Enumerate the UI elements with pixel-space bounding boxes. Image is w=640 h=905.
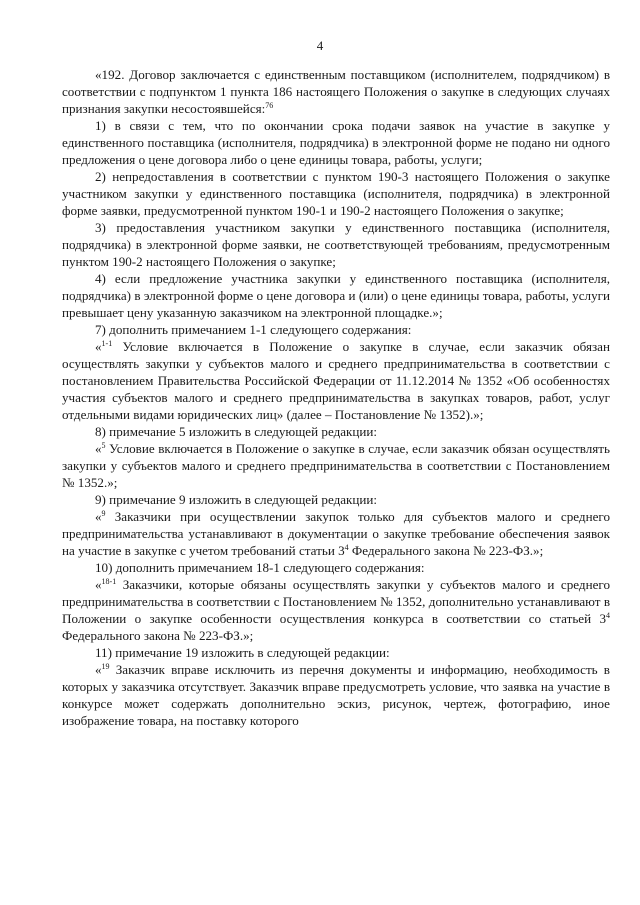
footnote-ref: 19 [101,662,110,671]
footnote-ref: 9 [101,509,106,518]
paragraph-tail: Федерального закона № 223-ФЗ.»; [62,628,254,643]
quote-open: « [95,662,102,677]
paragraph-text: Заказчики при осуществлении закупок только для субъектов малого и среднего предпринимательства устанавливают в документации о закупке требование обеспечения заявок на участие в закупке с учетом требований статьи 3 [62,509,610,558]
paragraph-text: «192. Договор заключается с единственным поставщиком (исполнителем, подрядчиком) в соответствии с подпунктом 1 пункта 186 настоящего Положения о закупке в следующих случаях признания закупки несостоявшейся: [62,67,610,116]
paragraph [62,321,610,338]
paragraph [62,338,610,423]
paragraph-text: 7) дополнить примечанием 1-1 следующего содержания: [95,322,412,337]
paragraph-text: 3) предоставления участником закупки у единственного поставщика (исполнителя, подрядчика) в электронной форме заявки, не соответствующей требованиям, предусмотренным пунктом 190-2 настоящего Положения о закупке; [62,220,610,269]
paragraph [62,219,610,270]
footnote-ref: 5 [101,441,106,450]
article-superscript: 4 [606,611,610,620]
paragraph-text: 10) дополнить примечанием 18-1 следующего содержания: [95,560,425,575]
paragraph [62,66,610,117]
paragraph [62,661,610,729]
paragraph-text: 9) примечание 9 изложить в следующей редакции: [95,492,378,507]
paragraph [62,117,610,168]
paragraph [62,440,610,491]
page-number: 4 [316,38,324,53]
paragraph-text: 2) непредоставления в соответствии с пунктом 190-3 настоящего Положения о закупке участником закупки у единственного поставщика (исполнителя, подрядчика) в электронной форме заявки, предусмотренной пунктом 190-1 и 190-2 настоящего Положения о закупке; [62,169,610,218]
paragraph [62,508,610,559]
paragraph [62,559,610,576]
quote-open: « [95,339,102,354]
paragraph-text: Условие включается в Положение о закупке в случае, если заказчик обязан осуществлять закупки у субъектов малого и среднего предпринимательства в соответствии с постановлением Правительства Российской Федерации от 11.12.2014 № 1352 «Об особенностях участия субъектов малого и среднего предпринимательства в закупках товаров, работ, услуг отдельными видами юридических лиц» (далее – Постановление № 1352).»; [62,339,610,422]
paragraph-tail: Федерального закона № 223-ФЗ.»; [348,543,544,558]
paragraph [62,491,610,508]
quote-open: « [95,441,102,456]
paragraph [62,576,610,644]
document-body [62,66,610,729]
paragraph [62,168,610,219]
footnote-ref: 1-1 [101,339,113,348]
paragraph [62,270,610,321]
paragraph-text: Заказчики, которые обязаны осуществлять закупки у субъектов малого и среднего предпринимательства в соответствии с Постановлением № 1352, дополнительно устанавливают в Положении о закупке особенности осуществления конкурса в соответствии со статьей 3 [62,577,610,626]
paragraph [62,644,610,661]
quote-open: « [95,577,102,592]
paragraph-text: 1) в связи с тем, что по окончании срока подачи заявок на участие в закупке у единственного поставщика (исполнителя, подрядчика) в электронной форме не подано ни одного предложения о цене договора либо о цене единицы товара, работы, услуги; [62,118,610,167]
footnote-ref: 18-1 [101,577,117,586]
paragraph-text: 4) если предложение участника закупки у единственного поставщика (исполнителя, подрядчика) в электронной форме о цене договора и (или) о цене единицы товара, работы, услуги превышает цену указанную заказчиком на электронной площадке.»; [62,271,610,320]
article-superscript: 4 [344,543,349,552]
paragraph [62,423,610,440]
quote-open: « [95,509,102,524]
paragraph-text: Заказчик вправе исключить из перечня документы и информацию, необходимость в которых у заказчика отсутствует. Заказчик вправе предусмотреть условие, что заявка на участие в конкурсе может содержать дополнительно эскиз, рисунок, чертеж, фотографию, иное изображение товара, на поставку которого [62,662,610,728]
paragraph-text: Условие включается в Положение о закупке в случае, если заказчик обязан осуществлять закупки у субъектов малого и среднего предпринимательства в соответствии с Постановлением № 1352.»; [62,441,610,490]
paragraph-text: 11) примечание 19 изложить в следующей редакции: [95,645,390,660]
footnote-ref: 76 [265,101,274,110]
paragraph-text: 8) примечание 5 изложить в следующей редакции: [95,424,378,439]
